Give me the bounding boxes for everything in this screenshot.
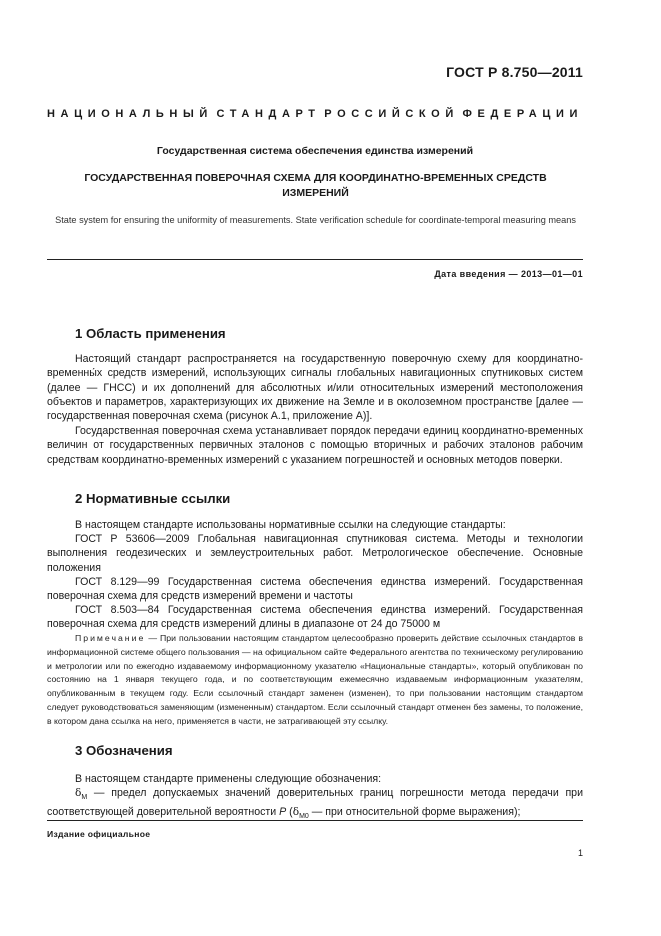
banner-word: СТАНДАРТ bbox=[216, 108, 321, 120]
footer-divider bbox=[47, 820, 583, 821]
note-block bbox=[47, 632, 583, 729]
document-title: ГОСУДАРСТВЕННАЯ ПОВЕРОЧНАЯ СХЕМА ДЛЯ КООРДИНАТНО-ВРЕМЕННЫХ СРЕДСТВ ИЗМЕРЕНИЙ bbox=[84, 172, 547, 199]
definition-text: ( bbox=[286, 806, 293, 819]
note-text: — При пользовании настоящим стандартом целесообразно проверить действие ссылочных стандартов в информационной системе общего пользования — на официальном сайте Федерального агентства по техническому регулированию и метрологии или по ежегодно издаваемому информационному указателю «Национальные стандарты», который опубликован по состоянию на 1 января текущего года, и по соответствующим ежемесячно издаваемым информационным указателям, опубликованным в текущем году. Если ссылочный стандарт заменен (изменен), то при пользовании настоящим стандартом следует руководствоваться заменяющим (измененным) стандартом. Если ссылочный стандарт отменен без замены, то положение, в котором дана ссылка на него, применяется в части, не затрагивающей эту ссылку. bbox=[47, 633, 583, 726]
introduction-date: Дата введения — 2013—01—01 bbox=[434, 269, 583, 279]
document-title-english: State system for ensuring the uniformity of measurements. State verification schedule for coordinate-temporal measuring means bbox=[55, 215, 576, 225]
banner-word: РОССИЙСКОЙ bbox=[324, 108, 459, 120]
section-1-heading: 1 Область применения bbox=[75, 326, 226, 341]
normative-reference: ГОСТ 8.129—99 Государственная система обеспечения единства измерений. Государственная поверочная схема для средств измерений времени и частоты bbox=[47, 576, 583, 603]
section-2-intro: В настоящем стандарте использованы нормативные ссылки на следующие стандарты: bbox=[75, 519, 506, 531]
definition-text: — при относительной форме выражения); bbox=[308, 806, 521, 819]
definition-text: — предел допускаемых значений доверительных границ погрешности метода передачи при соответствующей доверительной вероятности bbox=[47, 787, 583, 819]
section-3-intro: В настоящем стандарте применены следующие обозначения: bbox=[75, 773, 382, 785]
delta-symbol: δ bbox=[75, 787, 82, 799]
page-number: 1 bbox=[577, 848, 583, 858]
delta-symbol: δ bbox=[292, 806, 300, 819]
header-divider bbox=[47, 259, 583, 260]
document-subtitle: Государственная система обеспечения единства измерений bbox=[156, 145, 474, 157]
banner-word: ФЕДЕРАЦИИ bbox=[462, 108, 583, 120]
delta0-subscript: М0 bbox=[299, 813, 309, 821]
section-1-paragraph: Государственная поверочная схема устанавливает порядок передачи единиц координатно-временных величин от государственных первичных эталонов с помощью вторичных и рабочих эталонов рабочим средствам координатно-временных измерений с указанием погрешностей и основных методов поверки. bbox=[47, 425, 583, 466]
gost-code: ГОСТ Р 8.750—2011 bbox=[446, 64, 583, 80]
section-3-heading: 3 Обозначения bbox=[75, 743, 173, 758]
banner-word: НАЦИОНАЛЬНЫЙ bbox=[47, 108, 213, 120]
normative-reference: ГОСТ 8.503—84 Государственная система обеспечения единства измерений. Государственная поверочная схема для средств измерений длины в диапазоне от 24 до 75000 м bbox=[47, 604, 583, 631]
delta-subscript: М bbox=[81, 794, 88, 802]
official-edition-label: Издание официальное bbox=[47, 829, 151, 839]
normative-reference: ГОСТ Р 53606—2009 Глобальная навигационная спутниковая система. Методы и технологии выполнения геодезических и землеустроительных работ. Метрологическое обеспечение. Основные положения bbox=[47, 533, 583, 574]
designation-definition bbox=[47, 786, 583, 825]
note-label: Примечание bbox=[75, 633, 146, 643]
section-2-heading: 2 Нормативные ссылки bbox=[75, 491, 231, 506]
national-standard-banner bbox=[47, 108, 583, 120]
section-1-paragraph: Настоящий стандарт распространяется на государственную поверочную схему для координатно-временны́х средств измерений, использующих сигналы глобальных навигационных спутниковых систем (далее — ГНСС) и их дополнений для абсолютных и/или относительных измерений местоположения объектов и параметров, характеризующих их движение на Земле и в околоземном пространстве [далее — государственная поверочная схема (рисунок А.1, приложение А)]. bbox=[47, 353, 583, 423]
probability-symbol: P bbox=[279, 806, 287, 819]
